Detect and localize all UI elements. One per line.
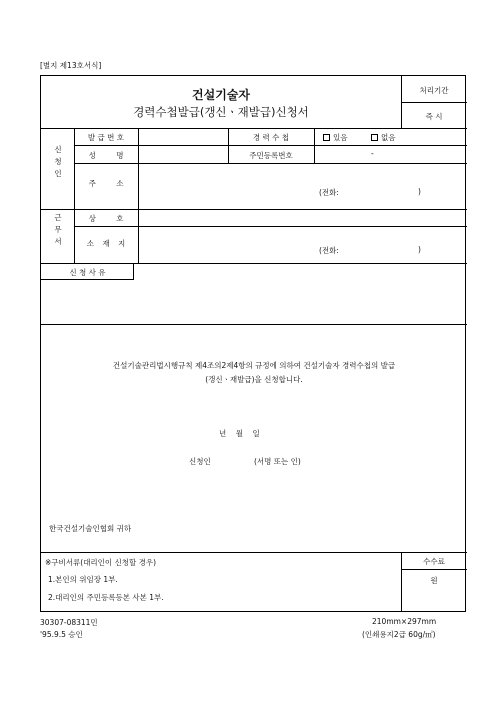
workplace-phone-close: ) [418, 245, 421, 254]
processing-period-value: 즉 시 [425, 112, 443, 121]
company-name-label: 상 호 [88, 214, 124, 223]
statement-line1: 건설기술관리법시행규칙 제4조의2제4항의 규정에 의하여 건설기술자 경력수첩의 발급 [112, 361, 396, 370]
checkbox-icon [371, 134, 378, 141]
footer-paper: (인쇄용지2급 60g/㎡) [362, 630, 436, 639]
date-line[interactable]: 년 월 일 [219, 429, 260, 438]
recipient: 한국건설기술인협회 귀하 [49, 524, 132, 533]
workplace-group-label: 근 무 서 [54, 213, 62, 246]
application-form [40, 75, 466, 612]
resident-number-label: 주민등록번호 [249, 151, 293, 160]
none-checkbox[interactable]: 없음 [371, 132, 396, 143]
document-item: 1.본인의 위임장 1부. [48, 575, 118, 584]
issue-number-value[interactable] [138, 129, 228, 145]
reason-field[interactable] [41, 280, 467, 324]
resident-number-dash[interactable]: - [371, 149, 374, 158]
location-label: 소 재 지 [86, 239, 126, 248]
reason-label: 신 청 사 유 [69, 268, 106, 277]
has-checkbox[interactable]: 있음 [323, 132, 348, 143]
statement-line2: (갱신ㆍ재발급)을 신청합니다. [205, 375, 303, 384]
footer-approval: '95.9.5 승인 [40, 630, 83, 639]
workplace-phone-label[interactable]: (전화: [319, 246, 339, 255]
checkbox-icon [323, 134, 330, 141]
processing-period-label: 처리기간 [419, 86, 449, 95]
applicant-group-label: 신 청 인 [54, 145, 62, 178]
phone-close: ) [418, 187, 421, 196]
form-subtitle: 경력수첩발급(갱신ㆍ재발급)신청서 [133, 105, 309, 119]
form-number: [별지 제13호서식] [40, 61, 102, 70]
document-item: 2.대리인의 주민등록등본 사본 1부. [48, 593, 164, 602]
applicant-sign-label: 신청인 [189, 457, 211, 466]
name-label: 성 명 [88, 151, 124, 160]
fee-label: 수수료 [423, 557, 445, 566]
footer-size: 210mm×297mm [372, 617, 437, 626]
fee-value: 원 [430, 576, 438, 585]
footer-code: 30307-08311민 [40, 618, 98, 627]
address-label: 주 소 [88, 179, 124, 188]
documents-header: ※구비서류(대리인이 신청할 경우) [45, 558, 157, 567]
issue-number-label: 발 급 번 호 [87, 133, 125, 142]
career-book-label: 경 력 수 첩 [252, 133, 290, 142]
name-value[interactable] [138, 146, 228, 163]
phone-label[interactable]: (전화: [319, 188, 339, 197]
form-title: 건설기술자 [192, 88, 250, 102]
sign-hint[interactable]: (서명 또는 인) [254, 457, 301, 466]
